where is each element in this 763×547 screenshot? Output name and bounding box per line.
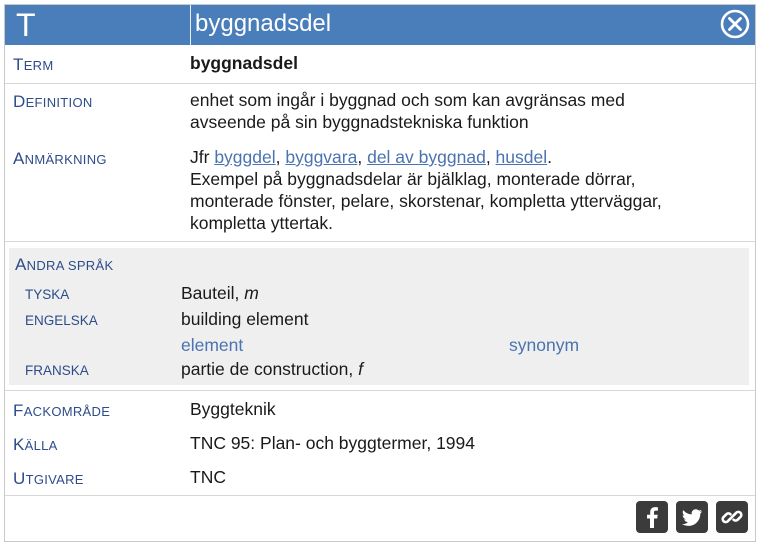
- divider: [5, 495, 755, 496]
- german-label: TYSKA: [25, 287, 70, 302]
- publisher-value: TNC: [190, 467, 226, 487]
- term-title: byggnadsdel: [195, 10, 332, 37]
- french-term: partie de construction, f: [181, 359, 363, 379]
- divider: [5, 390, 755, 391]
- term-header: [5, 5, 755, 45]
- twitter-icon[interactable]: [676, 501, 708, 533]
- note-value: Jfr byggdel, byggvara, del av byggnad, husdel. Exempel på byggnadsdelar är bjälklag, monterade dörrar, monterade fönster, pelare, skorstenar, kompletta ytterväggar, kompletta yttertak.: [190, 147, 662, 233]
- other-languages-label: ANDRA SPRÅK: [15, 255, 114, 274]
- subject-label: FACKOMRÅDE: [13, 401, 111, 420]
- link-husdel[interactable]: husdel: [495, 147, 548, 167]
- source-label: KÄLLA: [13, 435, 58, 454]
- note-label: ANMÄRKNING: [13, 149, 107, 168]
- german-term: Bauteil, m: [181, 283, 259, 303]
- other-languages-section: [9, 248, 749, 385]
- link-byggvara[interactable]: byggvara: [285, 147, 358, 167]
- title-box: [190, 5, 755, 45]
- english-term: building element: [181, 309, 309, 329]
- facebook-icon[interactable]: [636, 501, 668, 533]
- link-byggdel[interactable]: byggdel: [214, 147, 276, 167]
- definition-value: enhet som ingår i byggnad och som kan avgränsas med avseende på sin byggnadstekniska funktion: [190, 90, 625, 132]
- publisher-label: UTGIVARE: [13, 469, 84, 488]
- close-icon[interactable]: [719, 8, 751, 40]
- link-del-av-byggnad[interactable]: del av byggnad: [367, 147, 486, 167]
- french-label: FRANSKA: [25, 363, 89, 378]
- definition-label: DEFINITION: [13, 92, 93, 111]
- english-synonym-term: element: [181, 335, 244, 355]
- source-value: TNC 95: Plan- och byggtermer, 1994: [190, 433, 476, 453]
- term-type-letter: T: [16, 7, 36, 43]
- term-card: [4, 4, 756, 542]
- term-value: byggnadsdel: [190, 53, 298, 73]
- divider: [5, 241, 755, 242]
- note-line-1: Jfr byggdel, byggvara, del av byggnad, husdel.: [190, 147, 552, 167]
- term-label: TERM: [13, 55, 54, 74]
- english-label: ENGELSKA: [25, 313, 98, 328]
- synonym-label: synonym: [509, 335, 580, 355]
- subject-value: Byggteknik: [190, 399, 276, 419]
- divider: [5, 83, 755, 84]
- link-icon[interactable]: [716, 501, 748, 533]
